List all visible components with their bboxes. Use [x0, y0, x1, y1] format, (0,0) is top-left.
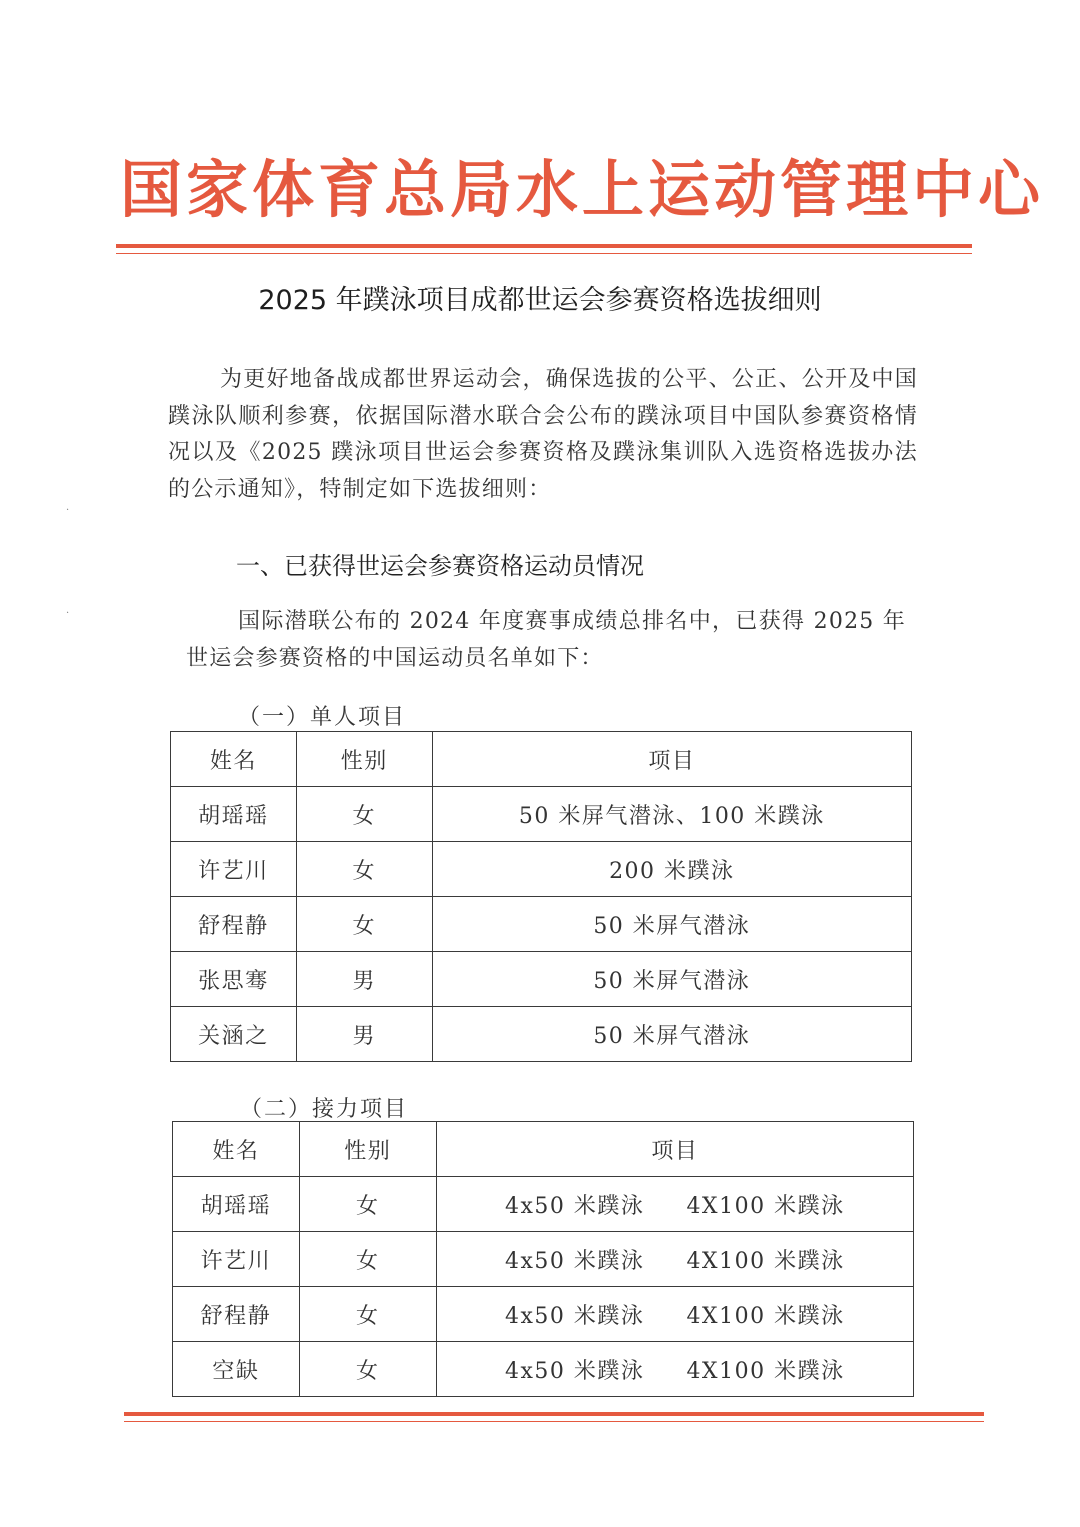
intro-paragraph: 为更好地备战成都世界运动会，确保选拔的公平、公正、公开及中国蹼泳队顺利参赛，依据国际潜水联合会公布的蹼泳项目中国队参赛资格情况以及《2025 蹼泳项目世运会参赛资格及蹼泳集训队入选资格选拔办法的公示通知》，特制定如下选拔细则： — [168, 367, 918, 502]
athlete-name: 胡瑶瑶 — [173, 1177, 300, 1232]
athlete-event — [436, 1232, 913, 1287]
athlete-event: 50 米屏气潜泳 — [432, 1007, 911, 1062]
relay-event-4x100: 4X100 米蹼泳 — [686, 1248, 845, 1274]
athlete-event: 50 米屏气潜泳 — [432, 952, 911, 1007]
org-letterhead: 国家体育总局水上运动管理中心 — [120, 153, 1045, 226]
athlete-event: 50 米屏气潜泳 — [432, 897, 911, 952]
table-header-row — [171, 732, 912, 787]
table-row — [171, 1007, 912, 1062]
column-header-name: 姓名 — [171, 732, 297, 787]
section-body-1: 国际潜联公布的 2024 年度赛事成绩总排名中，已获得 2025 年世运会参赛资格的中国运动员名单如下： — [186, 609, 906, 671]
column-header-event: 项目 — [436, 1122, 913, 1177]
athlete-gender: 女 — [299, 1232, 436, 1287]
table-row — [173, 1177, 914, 1232]
relay-event-4x50: 4x50 米蹼泳 — [505, 1303, 645, 1329]
letterhead-rule-thick — [116, 244, 972, 248]
column-header-gender: 性别 — [296, 732, 432, 787]
table-row — [171, 952, 912, 1007]
athlete-event: 50 米屏气潜泳、100 米蹼泳 — [432, 787, 911, 842]
athlete-event — [436, 1177, 913, 1232]
column-header-gender: 性别 — [299, 1122, 436, 1177]
section-heading-1: 一、已获得世运会参赛资格运动员情况 — [236, 552, 644, 580]
document-title: 2025 年蹼泳项目成都世运会参赛资格选拔细则 — [258, 285, 822, 316]
athlete-gender: 女 — [296, 842, 432, 897]
athlete-name: 舒程静 — [173, 1287, 300, 1342]
athlete-gender: 女 — [296, 787, 432, 842]
athlete-name: 空缺 — [173, 1342, 300, 1397]
column-header-event: 项目 — [432, 732, 911, 787]
column-header-name: 姓名 — [173, 1122, 300, 1177]
footer-rule-thin — [124, 1421, 984, 1422]
athlete-name: 关涵之 — [171, 1007, 297, 1062]
athlete-name: 许艺川 — [171, 842, 297, 897]
athlete-event — [436, 1342, 913, 1397]
athlete-event: 200 米蹼泳 — [432, 842, 911, 897]
relay-event-4x50: 4x50 米蹼泳 — [505, 1193, 645, 1219]
athlete-name: 舒程静 — [171, 897, 297, 952]
athlete-name: 张思骞 — [171, 952, 297, 1007]
table-row — [173, 1287, 914, 1342]
relay-event-4x100: 4X100 米蹼泳 — [686, 1303, 845, 1329]
athlete-gender: 女 — [299, 1177, 436, 1232]
table-header-row — [173, 1122, 914, 1177]
relay-event-4x50: 4x50 米蹼泳 — [505, 1358, 645, 1384]
relay-event-4x50: 4x50 米蹼泳 — [505, 1248, 645, 1274]
table-row — [173, 1232, 914, 1287]
letterhead-rule-thin — [116, 253, 972, 254]
athlete-name: 胡瑶瑶 — [171, 787, 297, 842]
relay-event-4x100: 4X100 米蹼泳 — [686, 1358, 845, 1384]
individual-heading: （一）单人项目 — [238, 705, 407, 730]
footer-rule-thick — [124, 1412, 984, 1416]
relay-table — [172, 1121, 914, 1397]
athlete-gender: 女 — [296, 897, 432, 952]
athlete-gender: 男 — [296, 1007, 432, 1062]
scan-speck: · — [66, 608, 70, 619]
athlete-gender: 女 — [299, 1287, 436, 1342]
relay-heading: （二）接力项目 — [240, 1097, 409, 1122]
athlete-event — [436, 1287, 913, 1342]
athlete-name: 许艺川 — [173, 1232, 300, 1287]
relay-event-4x100: 4X100 米蹼泳 — [686, 1193, 845, 1219]
table-row — [171, 787, 912, 842]
individual-table — [170, 731, 912, 1062]
athlete-gender: 男 — [296, 952, 432, 1007]
table-row — [173, 1342, 914, 1397]
table-row — [171, 842, 912, 897]
athlete-gender: 女 — [299, 1342, 436, 1397]
table-row — [171, 897, 912, 952]
scan-speck: · — [66, 505, 70, 516]
